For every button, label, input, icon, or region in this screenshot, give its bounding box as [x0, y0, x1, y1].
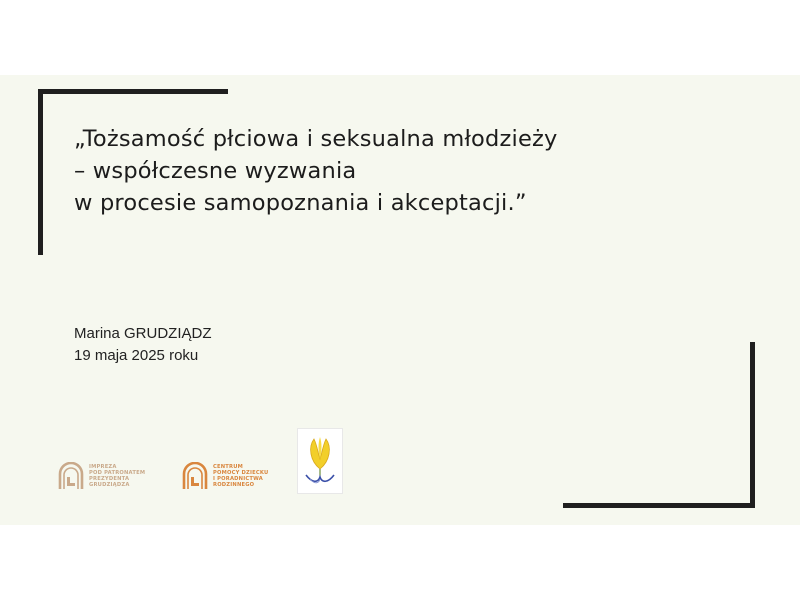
- author-block: [74, 323, 212, 367]
- patronage-line-1: IMPREZA: [89, 464, 117, 470]
- crocus-flower-icon: [298, 429, 342, 493]
- patronage-line-2: POD PATRONATEM: [89, 470, 146, 476]
- patronage-line-3: PREZYDENTA: [89, 476, 130, 482]
- corner-bracket-bottom-right-vertical: [750, 342, 755, 508]
- center-logo-icon: [182, 462, 208, 490]
- patronage-logo: [58, 462, 145, 490]
- presentation-date: 19 maja 2025 roku: [74, 347, 199, 364]
- title-line-1: „Tożsamość płciowa i seksualna młodzieży: [74, 126, 558, 152]
- center-line-1: CENTRUM: [213, 464, 243, 470]
- patronage-logo-icon: [58, 462, 84, 490]
- corner-bracket-top-left-vertical: [38, 89, 43, 255]
- title-line-3: w procesie samopoznania i akceptacji.”: [74, 190, 527, 216]
- author-name: Marina GRUDZIĄDZ: [74, 325, 212, 342]
- center-logo: [182, 462, 268, 490]
- title-line-2: – współczesne wyzwania: [74, 158, 357, 184]
- slide-title: [74, 123, 714, 219]
- patronage-logo-text: [89, 464, 145, 488]
- crocus-logo: [297, 428, 343, 494]
- center-line-4: RODZINNEGO: [213, 482, 255, 488]
- center-line-3: I PORADNICTWA: [213, 476, 263, 482]
- center-logo-text: [213, 464, 268, 488]
- corner-bracket-top-left-horizontal: [38, 89, 228, 94]
- corner-bracket-bottom-right-horizontal: [563, 503, 755, 508]
- patronage-line-4: GRUDZIĄDZA: [89, 482, 130, 488]
- center-line-2: POMOCY DZIECKU: [213, 470, 269, 476]
